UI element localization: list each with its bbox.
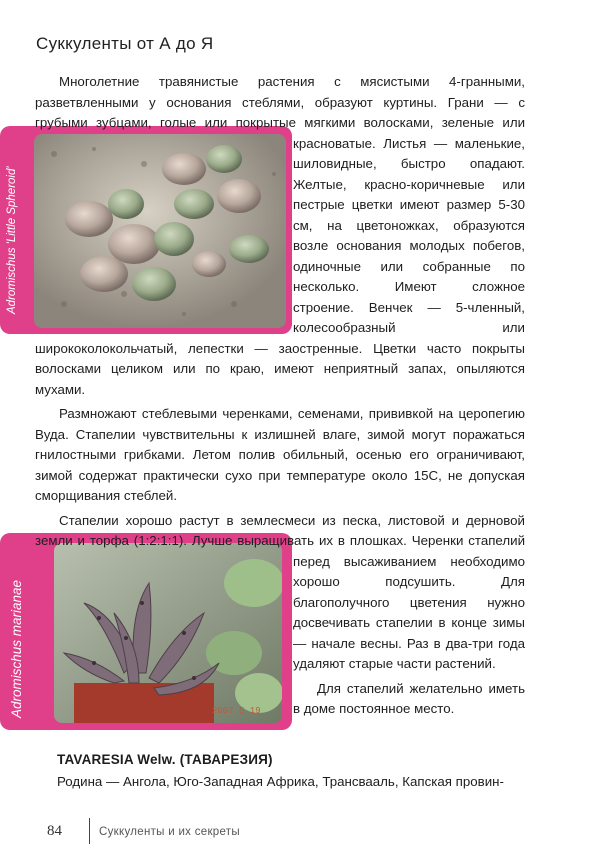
- photo-2-spacer: [35, 556, 293, 750]
- photo-date-stamp: 2007 5 19: [212, 706, 261, 716]
- photo-1-spacer: [35, 117, 293, 329]
- paragraph-2: Размножают стеблевыми черенками, семенами, прививкой на церопегию Вуда. Стапелии чувствительны к излишней влаге, зимой могут поражаться гнилостными грибками. Летом полив обильный, осенью его ограничивают, зимой содержат практически сухо при температуре около 15С, не допуская сморщивания стеблей.: [35, 406, 525, 503]
- paragraph-1-intro: Многолетние травянистые растения с мясистыми 4-гранными, разветвленными у основания стеблями, образуют куртины. Грани — с грубыми зубцами,: [35, 74, 525, 130]
- paragraph-3-rest: перед высаживанием необходимо хорошо подсушить. Для благополучного цветения нужно досвечивать стапелии в конце зимы — начале весны. Раз в два-три года удаляют старые части растений.: [293, 553, 525, 671]
- paragraph-3: [35, 511, 525, 675]
- running-header: Суккуленты от А до Я: [36, 34, 214, 53]
- page-number: 84: [47, 823, 62, 839]
- paragraph-3-intro: Стапелии хорошо растут в землесмеси из песка, листовой и дерновой земли и торфа (1:2:1:1). Лучше выращивать их в плошках. Черенки стапелий: [35, 512, 525, 548]
- footer-divider: [89, 818, 90, 844]
- paragraph-1-rest: голые или покрытые мягкими волосками, зеленые или красноватые. Листья — маленькие, шиловидные, быстро опадают. Желтые, красно-коричневые или пестрые цветки имеют размер 5-30 см, на цветоножках, образуются возле основания молодых побегов, одиночные или собранные по несколько. Имеют сложное строение. Венчек — 5-членный, колесообразный или ширококолокольчатый, лепестки — заостренные. Цветки часто покрыты волосками целиком или по краю, имеют неприятный запах, опыляются мухами.: [35, 115, 525, 397]
- paragraph-4: Для стапелий желательно иметь в доме постоянное место.: [293, 680, 525, 716]
- paragraph-1: [35, 72, 525, 400]
- photo-caption-2: Adromischus marianae: [9, 579, 24, 718]
- photo-caption-1: Adromischus 'Little Spheroid': [6, 166, 18, 314]
- section-heading: TAVARESIA Welw. (ТАВАРЕЗИЯ): [57, 752, 273, 767]
- footer-book-title: Суккуленты и их секреты: [99, 826, 240, 838]
- text-block-1: [35, 72, 525, 750]
- section-text: Родина — Ангола, Юго-Западная Африка, Трансвааль, Капская провин-: [57, 774, 504, 789]
